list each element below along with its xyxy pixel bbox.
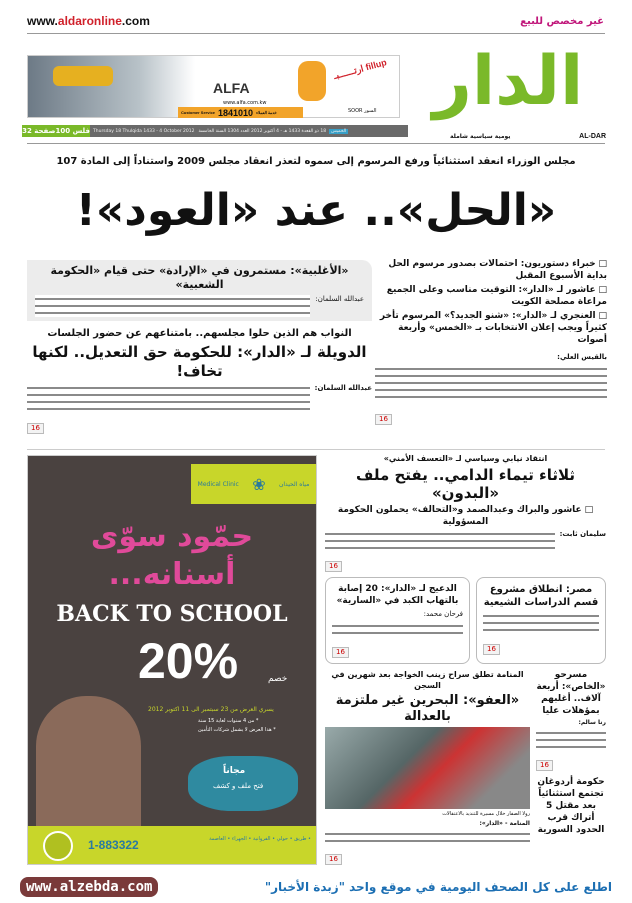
ad-discount-label: خصم bbox=[268, 674, 288, 684]
story2-kicker: النواب هم الذين حلوا مجلسهم.. بامتناعهم عن حضور الجلسات bbox=[47, 328, 352, 339]
school-ad[interactable] bbox=[27, 455, 317, 865]
aldar-logo: الدار AL-DAR يومية سياسية شاملة bbox=[432, 42, 606, 140]
bullet-item[interactable]: □ عاشور لـ «الدار»: التوقيت مناسب وعلى الجميع مراعاة مصلحة الكويت bbox=[375, 284, 607, 308]
byline: عبدالله السلمان: bbox=[314, 384, 372, 392]
website-domain: aldaronline bbox=[57, 14, 122, 28]
ad-free: مجاناً bbox=[223, 766, 246, 776]
ad-title-english: BACK TO SCHOOL bbox=[56, 601, 288, 627]
story3-subhead: □ عاشور والبراك وعبدالصمد و«التحالف» يحملون الحكومة المسؤولية bbox=[325, 504, 606, 528]
right-lower-column bbox=[325, 453, 606, 865]
health-box bbox=[325, 577, 470, 664]
article-body bbox=[325, 530, 555, 551]
banner-site: www.alfa.com.kw bbox=[223, 100, 267, 106]
article-body bbox=[332, 622, 463, 636]
alfa-logo: ALFA bbox=[213, 80, 250, 96]
story2-headline[interactable]: الدويلة لـ «الدار»: للحكومة حق التعديل.. لكنها تخاف! bbox=[32, 343, 367, 380]
tagline: يومية سياسية شاملة bbox=[450, 133, 511, 140]
footer-site-link[interactable]: www.alzebda.com bbox=[20, 877, 158, 897]
page-reference[interactable]: 16 bbox=[325, 846, 530, 865]
byline: رنا سالم: bbox=[578, 719, 606, 726]
day-arabic: الخميس bbox=[331, 128, 347, 134]
bahrain-headline[interactable]: «العفو»: البحرين غير ملتزمة بالعدالة bbox=[335, 693, 520, 724]
health-headline[interactable]: الدعيج لـ «الدار»: 20 إصابة بالتهاب الكبد في «السارية» bbox=[336, 584, 459, 606]
ad-contact-bar bbox=[28, 826, 316, 865]
main-headline[interactable]: «الحل».. عند «العود»! bbox=[75, 185, 557, 236]
clinic-logo: Medical Clinic ❀ مياه الحيدان bbox=[191, 464, 316, 504]
turkey-headline[interactable]: حكومة أردوغان تجتمع استثنائياً بعد مقتل 5 أتراك قرب الحدود السورية bbox=[537, 777, 605, 835]
protest-photo bbox=[325, 727, 530, 809]
page-reference[interactable]: 16 bbox=[27, 415, 372, 434]
main-column bbox=[375, 258, 607, 425]
ad-title-arabic: حمّود سوّى أسنانه... bbox=[90, 519, 254, 592]
ad-free-sub: فتح ملف و كشف bbox=[213, 782, 264, 790]
boxes-row bbox=[325, 577, 606, 664]
ad-phone: 1-883322 bbox=[88, 838, 139, 852]
main-bullets bbox=[375, 258, 607, 346]
date-bar bbox=[22, 125, 408, 137]
page-count: 32 صفحة bbox=[22, 127, 56, 135]
banner-phone-box: Customer Service 1841010 خدمة العملاء bbox=[178, 107, 303, 118]
ad-discount: 20% bbox=[138, 633, 239, 689]
page-reference[interactable]: 16 bbox=[375, 406, 607, 425]
website-suffix: .com bbox=[121, 14, 150, 28]
website-link[interactable] bbox=[27, 14, 150, 28]
egypt-headline[interactable]: مصر: انطلاق مشروع قسم الدراسات الشيعية bbox=[483, 584, 599, 608]
date-english: Thursday 18 Thulqida 1433 - 4 October 2012 bbox=[93, 128, 195, 134]
article-body bbox=[35, 295, 310, 317]
left-column bbox=[27, 260, 372, 434]
alfa-banner-ad[interactable] bbox=[27, 55, 400, 118]
footer-slogan: اطلع على كل الصحف اليومية في موقع واحد "زبدة الأخبار" bbox=[264, 880, 612, 894]
bullet-item[interactable]: □ خبراء دستوريون: احتمالات بصدور مرسوم الحل بداية الأسبوع المقبل bbox=[375, 258, 607, 282]
page-reference[interactable]: 16 bbox=[536, 752, 606, 771]
date-arabic: 18 ذو القعدة 1433 هـ - 4 أكتوبر 2012 العدد 1304 السنة الخامسة bbox=[198, 128, 327, 134]
byline: بالقيس العلي: bbox=[557, 353, 607, 361]
logo-latin: AL-DAR bbox=[579, 133, 606, 140]
side-column bbox=[536, 669, 606, 836]
clinic-emblem-icon bbox=[43, 831, 73, 861]
bullet-item[interactable]: □ العنجري لـ «الدار»: «شنو الجديد؟» المرسوم تأخر كثيراً ويجب إعلان الانتخابات بـ «الخمس» وأربعة أصوات bbox=[375, 310, 607, 346]
main-kicker: مجلس الوزراء انعقد استثنائياً ورفع المرسوم إلى سموه لتعذر انعقاد مجلس 2009 واستناداً إلى المادة 107 bbox=[56, 156, 576, 167]
ad-dates: يسري العرض من 23 سبتمبر الى 11 اكتوبر 2012 bbox=[148, 706, 274, 713]
banner-partner: SOOR السور bbox=[348, 108, 377, 114]
bahrain-kicker: المنامة تطلق سراح زينب الخواجة بعد شهرين في السجن bbox=[331, 670, 524, 690]
article-body bbox=[325, 830, 530, 844]
banner-slogan: ارتــــــبـ fillup bbox=[332, 57, 388, 81]
ad-note: * هذا العرض لا يشمل شركات التأمين bbox=[198, 727, 276, 733]
bahrain-story bbox=[325, 669, 530, 865]
article-body bbox=[27, 384, 310, 412]
article-body bbox=[375, 365, 607, 403]
page-reference[interactable]: 16 bbox=[325, 553, 606, 572]
majority-headline[interactable]: «الأغلبية»: مستمرون في «الإرادة» حتى قيام «الحكومة الشعبية» bbox=[50, 264, 349, 291]
photo-caption: رولا الصفار خلال مسيرة للتنديد بالاعتقالات bbox=[442, 811, 530, 817]
page-reference[interactable]: 16 bbox=[332, 639, 463, 658]
fuel-nozzle-icon bbox=[53, 66, 113, 86]
byline: المنامة - «الدار»: bbox=[479, 820, 530, 827]
egypt-box bbox=[476, 577, 606, 664]
article-body bbox=[483, 612, 599, 633]
bottom-row bbox=[325, 669, 606, 865]
not-for-sale-label: غير مخصص للبيع bbox=[520, 16, 604, 27]
page-reference[interactable]: 16 bbox=[483, 636, 599, 655]
story3-kicker: انتقاد نيابي وسياسي لـ «التعسف الأمني» bbox=[383, 454, 548, 463]
byline: فرحان محمد: bbox=[423, 610, 463, 618]
girl-photo bbox=[36, 696, 141, 826]
story3-headline[interactable]: ثلاثاء تيماء الدامي.. يفتح ملف «البدون» bbox=[355, 466, 576, 502]
article-body bbox=[536, 729, 606, 750]
website-prefix: www. bbox=[27, 14, 58, 28]
ad-branches: • طريق • حولي • الفروانية • الجهراء • العاصمة bbox=[209, 836, 311, 842]
mascot-icon bbox=[298, 61, 326, 101]
majority-box bbox=[27, 260, 372, 321]
theatre-headline[interactable]: مسرحو «الخاص»: أربعة آلاف.. أغلبهم بمؤهلات عليا bbox=[536, 670, 606, 716]
ad-note: * من 4 سنوات لغاية 15 سنة bbox=[198, 718, 259, 724]
story3 bbox=[325, 453, 606, 572]
byline: عبدالله السلمان: bbox=[315, 295, 364, 303]
byline: سليمان ثابت: bbox=[559, 530, 606, 538]
price: 100 فلس bbox=[55, 127, 90, 135]
